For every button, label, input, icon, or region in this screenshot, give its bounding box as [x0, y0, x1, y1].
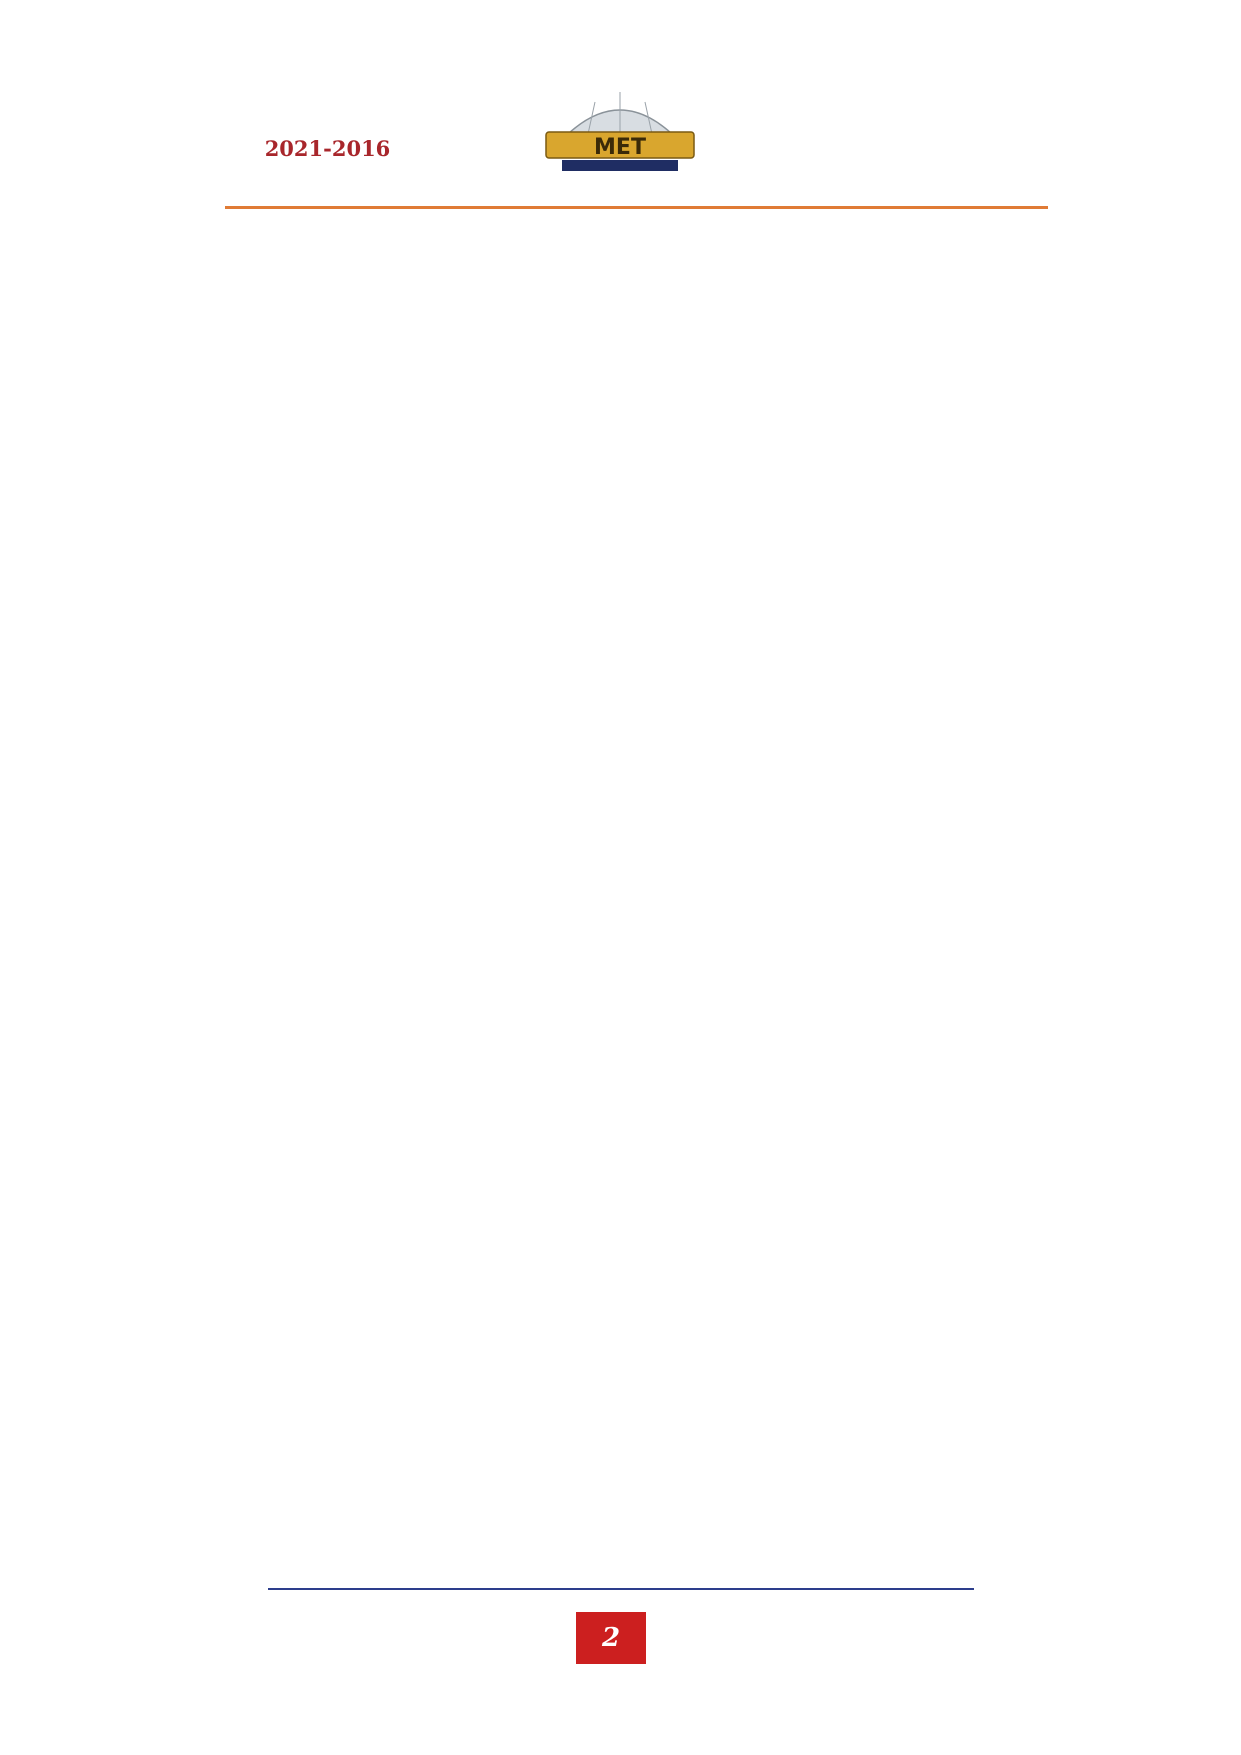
- footer-divider: [268, 1588, 974, 1590]
- institute-logo: [540, 88, 700, 178]
- dean-message-body: [210, 306, 1058, 312]
- header-divider: [225, 206, 1048, 209]
- plan-years: 2021-2016: [264, 136, 391, 161]
- logo-text: MET: [594, 135, 646, 160]
- page-number: 2: [576, 1612, 646, 1664]
- plan-heading: [240, 132, 415, 166]
